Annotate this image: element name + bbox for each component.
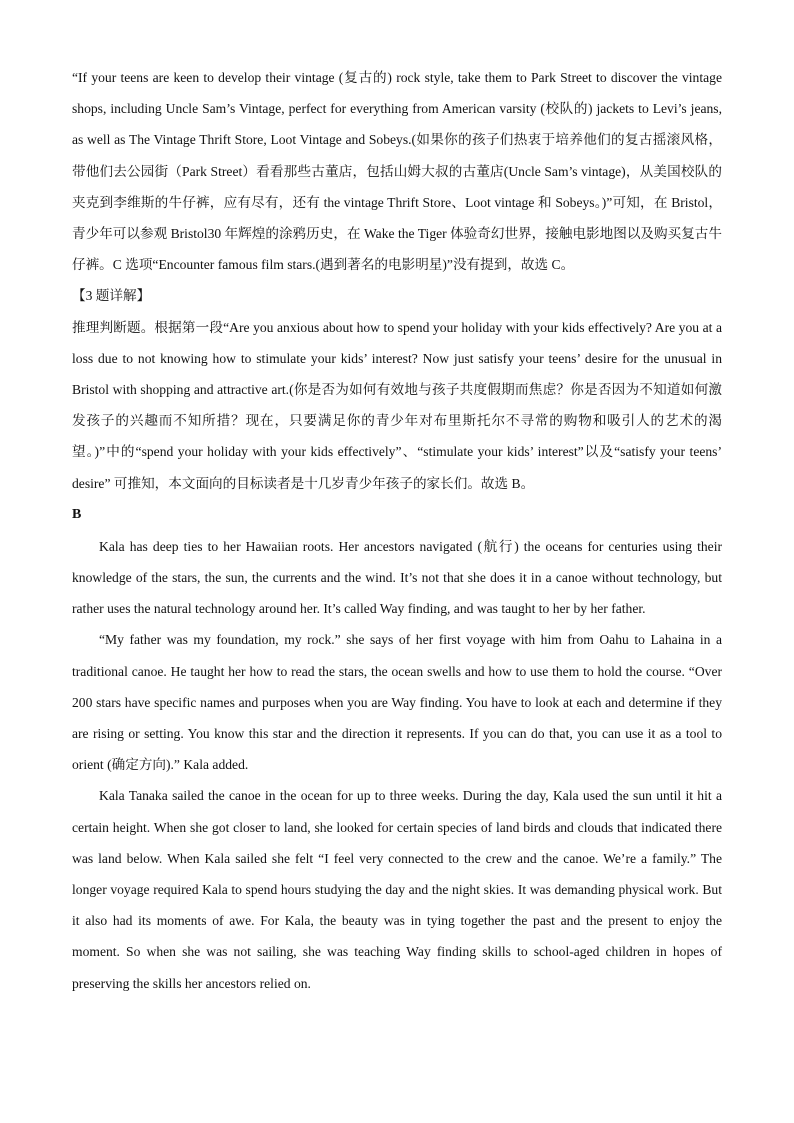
answer-explanation-paragraph: “If your teens are keen to develop their vintage (复古的) rock style, take them to Park Street to discover the vintage shops, including Uncle Sam’s Vintage, perfect for everything from American varsity (校队的) jackets to Levi’s jeans, as well as The Vintage Thrift Store, Loot Vintage and Sobeys.(如果你的孩子们热衷于培养他们的复古摇滚风格，带他们去公园街（Park Street）看看那些古董店，包括山姆大叔的古董店(Uncle Sam’s vintage)，从美国校队的夹克到李维斯的牛仔裤，应有尽有，还有 the vintage Thrift Store、Loot vintage 和 Sobeys。)”可知，在 Bristol，青少年可以参观 Bristol30 年辉煌的涂鸦历史，在 Wake the Tiger 体验奇幻世界，接触电影地图以及购买复古牛仔裤。C 选项“Encounter famous film stars.(遇到著名的电影明星)”没有提到，故选 C。 (72, 70, 722, 273)
passage-b-paragraph-3: Kala Tanaka sailed the canoe in the ocean for up to three weeks. During the day, Kala used the sun until it hit a certain height. When she got closer to land, she looked for certain species of land birds and clouds that indicated there was land below. When Kala sailed she felt “I feel very connected to the crew and the canoe. We’re a family.” The longer voyage required Kala to spend hours studying the day and the night skies. It was demanding physical work. But it also had its moments of awe. For Kala, the beauty was in tying together the past and the present to enjoy the moment. So when she was not sailing, she was teaching Way finding skills to school-aged children in hopes of preserving the skills her ancestors relied on. (72, 788, 722, 991)
section-letter-b: B (72, 506, 82, 522)
passage-b-paragraph-2: “My father was my foundation, my rock.” she says of her first voyage with him from Oahu to Lahaina in a traditional canoe. He taught her how to read the stars, the ocean swells and how to use them to hold the course. “Over 200 stars have specific names and purposes when you are Way finding. You have to look at each and determine if they are rising or setting. You know this star and the direction it represents. If you can do that, you can use it as a tool to orient (确定方向).” Kala added. (72, 632, 722, 773)
passage-b-paragraph-1: Kala has deep ties to her Hawaiian roots. Her ancestors navigated (航行) the oceans for centuries using their knowledge of the stars, the sun, the currents and the wind. It’s not that she does it in a canoe without technology, but rather uses the natural technology around her. It’s called Way finding, and was taught to her by her father. (72, 538, 722, 617)
question-3-heading: 【3 题详解】 (72, 288, 151, 304)
question-3-explanation: 推理判断题。根据第一段“Are you anxious about how to spend your holiday with your kids effectively? Are you at a loss due to not knowing how to stimulate your kids’ interest? Now just satisfy your teens’ desire for the unusual in Bristol with shopping and attractive art.(你是否为如何有效地与孩子共度假期而焦虑？你是否因为不知道如何激发孩子的兴趣而不知所措？现在，只要满足你的青少年对布里斯托尔不寻常的购物和吸引人的艺术的渴望。)”中的“spend your holiday with your kids effectively”、“stimulate your kids’ interest”以及“satisfy your teens’ desire” 可推知，本文面向的目标读者是十几岁青少年孩子的家长们。故选 B。 (72, 319, 722, 491)
document-page (72, 62, 722, 999)
